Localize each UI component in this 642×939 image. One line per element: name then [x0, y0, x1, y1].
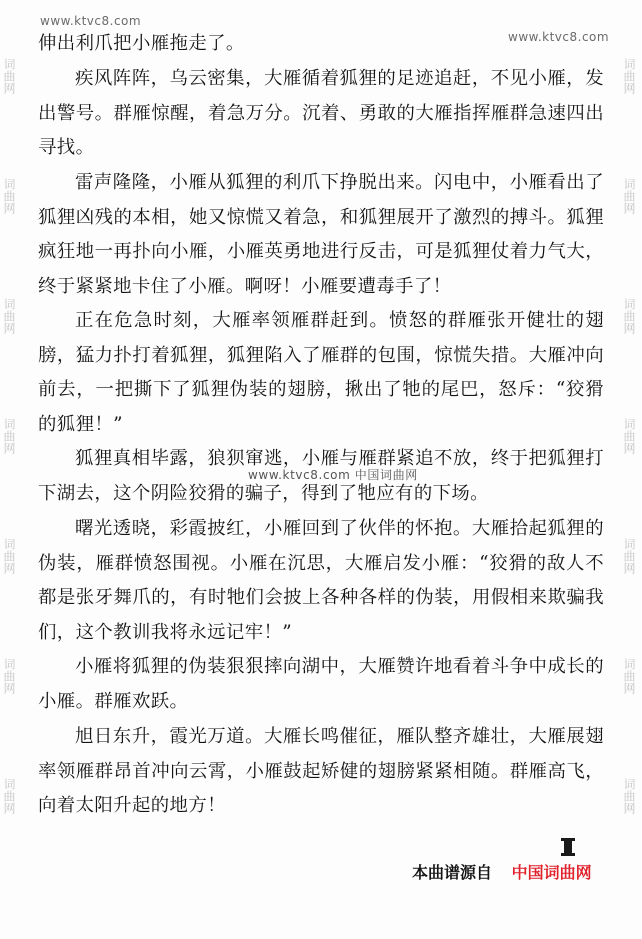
- side-watermark: 词曲网: [622, 538, 636, 574]
- side-watermark: 词曲网: [2, 58, 16, 94]
- left-margin-watermark: [0, 0, 20, 939]
- paragraph-7: 小雁将狐狸的伪装狠狠摔向湖中，大雁赞许地看着斗争中成长的小雁。群雁欢跃。: [38, 656, 604, 712]
- side-watermark: 词曲网: [2, 298, 16, 334]
- side-watermark: 词曲网: [622, 778, 636, 814]
- paragraph-8: 旭日东升，霞光万道。大雁长鸣催征，雁队整齐雄壮，大雁展翅率领雁群昂首冲向云霄，小雁鼓起矫健的翅膀紧紧相随。群雁高飞，向着太阳升起的地方！: [38, 726, 604, 817]
- paragraph-4: 正在危急时刻，大雁率领雁群赶到。愤怒的群雁张开健壮的翅膀，猛力扑打着狐狸，狐狸陷入了雁群的包围，惊慌失措。大雁冲向前去，一把撕下了狐狸伪装的翅膀，揪出了牠的尾巴，怒斥：“狡猾的狐狸！”: [38, 310, 604, 435]
- side-watermark: 词曲网: [622, 58, 636, 94]
- side-watermark: 词曲网: [2, 538, 16, 574]
- side-watermark: 词曲网: [622, 298, 636, 334]
- side-watermark: 词曲网: [622, 418, 636, 454]
- watermark-middle: www.ktvc8.com 中国词曲网: [248, 468, 418, 482]
- watermark-top-right: www.ktvc8.com: [508, 30, 610, 44]
- watermark-top-left: www.ktvc8.com: [40, 14, 142, 28]
- side-watermark: 词曲网: [2, 418, 16, 454]
- side-watermark: 词曲网: [622, 658, 636, 694]
- source-site-link[interactable]: 中国词曲网: [511, 863, 592, 882]
- paragraph-2: 疾风阵阵，乌云密集，大雁循着狐狸的足迹追赶，不见小雁，发出警号。群雁惊醒，着急万分。沉着、勇敢的大雁指挥雁群急速四出寻找。: [38, 68, 604, 159]
- paragraph-5: 狐狸真相毕露，狼狈窜逃，小雁与雁群紧追不放，终于把狐狸打下湖去，这个阴险狡猾的骗子，得到了牠应有的下场。: [38, 448, 604, 504]
- side-watermark: 词曲网: [622, 178, 636, 214]
- side-watermark: 词曲网: [2, 658, 16, 694]
- paragraph-3: 雷声隆隆，小雁从狐狸的利爪下挣脱出来。闪电中，小雁看出了狐狸凶残的本相，她又惊慌又着急，和狐狸展开了激烈的搏斗。狐狸疯狂地一再扑向小雁，小雁英勇地进行反击，可是狐狸仗着力气大，终于紧紧地卡住了小雁。啊呀！小雁要遭毒手了！: [38, 172, 604, 297]
- side-watermark: 词曲网: [2, 178, 16, 214]
- source-footer: [412, 860, 592, 883]
- paragraph-1: 伸出利爪把小雁拖走了。: [38, 33, 245, 54]
- paragraph-6: 曙光透晓，彩霞披红，小雁回到了伙伴的怀抱。大雁拾起狐狸的伪装，雁群愤怒围视。小雁在沉思，大雁启发小雁：“狡猾的敌人不都是张牙舞爪的，有时牠们会披上各种各样的伪装，用假相来欺骗我们，这个教训我将永远记牢！”: [38, 518, 604, 643]
- right-margin-watermark: [620, 0, 640, 939]
- source-label: 本曲谱源自: [412, 863, 493, 882]
- side-watermark: 词曲网: [2, 778, 16, 814]
- end-mark-icon: [564, 838, 572, 856]
